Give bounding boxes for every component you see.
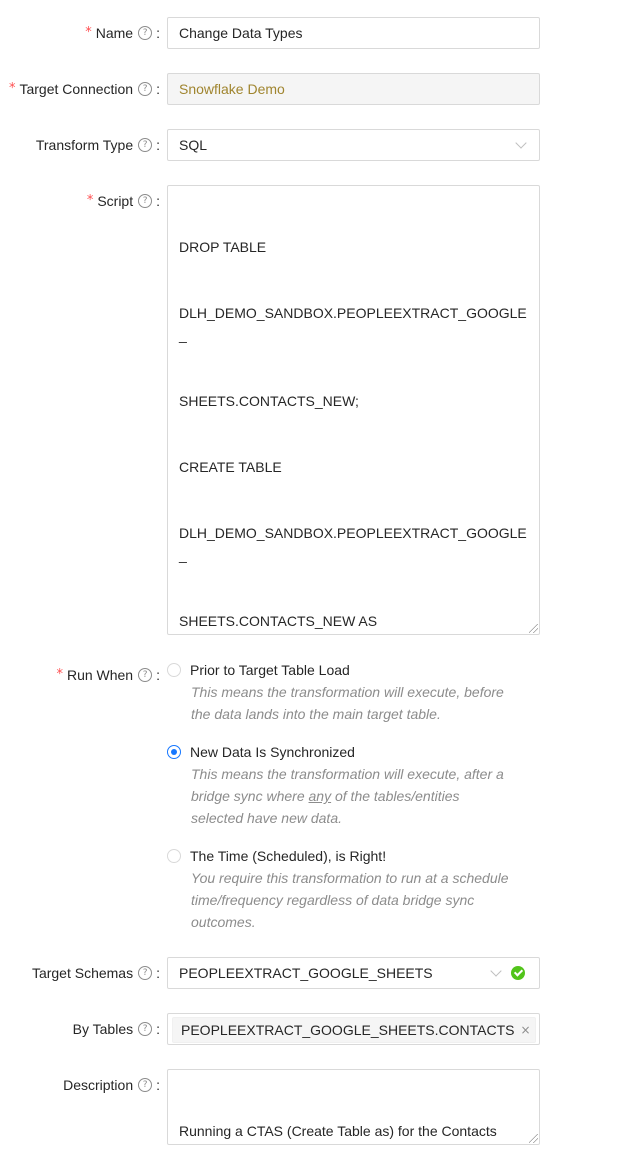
check-circle-icon: [511, 966, 525, 980]
script-line: DROP TABLE: [179, 239, 267, 255]
radio-button[interactable]: [167, 849, 181, 863]
help-icon[interactable]: ?: [138, 26, 152, 40]
script-line: SHEETS.CONTACTS_NEW;: [179, 393, 359, 409]
by-tables-label: [73, 1013, 160, 1045]
label-colon: :: [156, 137, 160, 153]
label-colon: :: [156, 25, 160, 41]
script-label-text: Script: [97, 193, 134, 209]
description-textarea[interactable]: [167, 1069, 540, 1145]
table-tag-label: PEOPLEEXTRACT_GOOGLE_SHEETS.CONTACTS: [181, 1022, 515, 1038]
close-icon[interactable]: ×: [520, 1023, 531, 1037]
radio-option-prior-to-load[interactable]: [167, 659, 540, 725]
resize-handle[interactable]: [529, 624, 538, 633]
transform-type-select[interactable]: [167, 129, 540, 161]
radio-option-title[interactable]: Prior to Target Table Load: [190, 662, 350, 678]
script-label: [87, 185, 160, 217]
description-line: This means the transformation will execute, after a: [191, 766, 504, 782]
script-line: DLH_DEMO_SANDBOX.PEOPLEEXTRACT_GOOGLE_: [179, 305, 527, 343]
script-line: CREATE TABLE: [179, 459, 282, 475]
label-colon: :: [156, 81, 160, 97]
description-underlined: any: [308, 788, 332, 804]
resize-handle[interactable]: [529, 1134, 538, 1143]
target-connection-label: [9, 73, 160, 105]
label-colon: :: [156, 667, 160, 683]
description-label: [63, 1069, 160, 1101]
radio-button-checked[interactable]: [167, 745, 181, 759]
required-mark: *: [8, 81, 16, 96]
by-tables-label-text: By Tables: [72, 1021, 134, 1037]
radio-option-title[interactable]: The Time (Scheduled), is Right!: [190, 848, 387, 864]
script-line: SHEETS.CONTACTS_NEW AS: [179, 613, 378, 629]
radio-option-description: [191, 763, 540, 829]
target-schemas-label: [32, 957, 160, 989]
label-colon: :: [156, 1021, 160, 1037]
required-mark: *: [86, 193, 94, 208]
chevron-down-icon: [490, 965, 501, 976]
required-mark: *: [56, 667, 63, 682]
description-line: outcomes.: [191, 914, 256, 930]
description-line: time/frequency regardless of data bridge sync: [191, 892, 475, 908]
required-mark: *: [85, 25, 92, 40]
run-when-label-text: Run When: [66, 667, 134, 683]
name-label-text: Name: [95, 25, 134, 41]
target-schemas-label-text: Target Schemas: [31, 965, 134, 981]
description-label-text: Description: [63, 1077, 134, 1093]
description-text-line: Running a CTAS (Create Table as) for the Contacts: [179, 1123, 497, 1139]
help-icon[interactable]: ?: [138, 194, 152, 208]
label-colon: :: [156, 193, 160, 209]
help-icon[interactable]: ?: [138, 668, 152, 682]
label-colon: :: [156, 965, 160, 981]
target-connection-input: Snowflake Demo: [167, 73, 540, 105]
description-line: the data lands into the main target table.: [191, 706, 441, 722]
description-line: [191, 785, 540, 807]
script-row: [0, 185, 635, 635]
radio-option-title[interactable]: New Data Is Synchronized: [190, 744, 355, 760]
description-line: This means the transformation will execute, before: [191, 684, 504, 700]
description-row: [0, 1069, 635, 1145]
script-line: DLH_DEMO_SANDBOX.PEOPLEEXTRACT_GOOGLE_: [179, 525, 527, 563]
script-textarea[interactable]: [167, 185, 540, 635]
help-icon[interactable]: ?: [138, 82, 152, 96]
run-when-label: [56, 659, 160, 691]
table-tag: [172, 1017, 536, 1043]
transform-type-value: SQL: [179, 137, 208, 153]
transform-type-label: [36, 129, 160, 161]
name-label: [85, 17, 160, 49]
help-icon[interactable]: ?: [138, 1022, 152, 1036]
radio-option-description: [191, 681, 540, 725]
help-icon[interactable]: ?: [138, 966, 152, 980]
radio-option-description: [191, 867, 540, 933]
target-connection-label-text: Target Connection: [19, 81, 134, 97]
description-text: of the tables/entities: [331, 788, 460, 804]
transform-type-label-text: Transform Type: [35, 137, 134, 153]
radio-option-new-data[interactable]: [167, 741, 540, 829]
label-colon: :: [156, 1077, 160, 1093]
description-line: selected have new data.: [191, 810, 342, 826]
description-line: You require this transformation to run at a schedule: [191, 870, 509, 886]
chevron-down-icon: [515, 137, 526, 148]
radio-button[interactable]: [167, 663, 181, 677]
target-schemas-value: PEOPLEEXTRACT_GOOGLE_SHEETS: [179, 965, 433, 981]
name-input[interactable]: Change Data Types: [167, 17, 540, 49]
description-text: bridge sync where: [191, 788, 309, 804]
help-icon[interactable]: ?: [138, 138, 152, 152]
radio-option-scheduled[interactable]: [167, 845, 540, 933]
help-icon[interactable]: ?: [138, 1078, 152, 1092]
target-schemas-select[interactable]: [167, 957, 540, 989]
by-tables-select[interactable]: [167, 1013, 540, 1045]
